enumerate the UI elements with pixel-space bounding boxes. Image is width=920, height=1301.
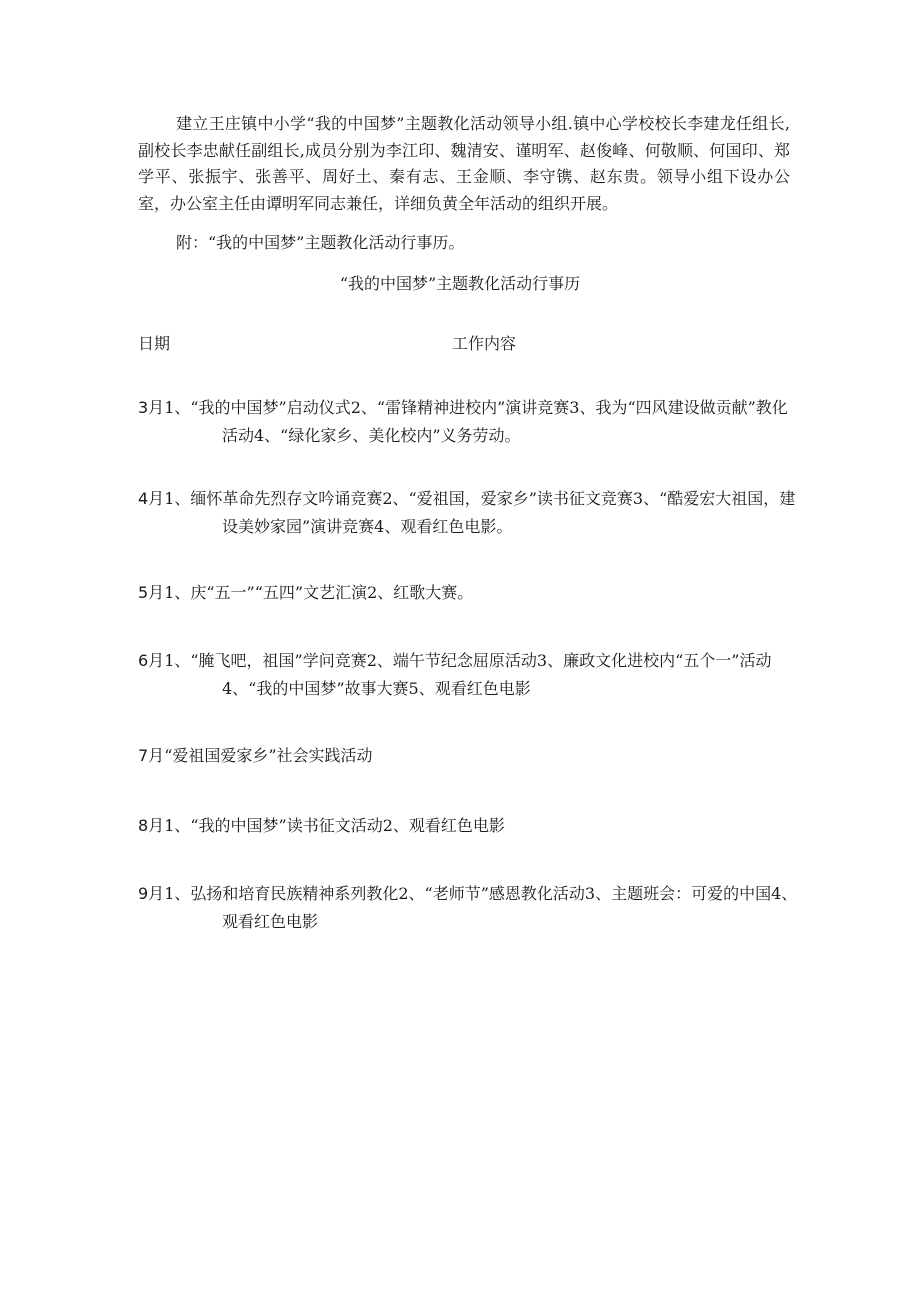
appendix-note: 附：“我的中国梦”主题教化活动行事历。 (176, 233, 465, 252)
schedule-entry-may (138, 579, 798, 607)
entry-month: 3月 (138, 398, 165, 417)
schedule-title: “我的中国梦”主题教化活动行事历 (339, 274, 581, 293)
entry-month: 9月 (138, 884, 165, 903)
entry-month: 4月 (138, 489, 165, 508)
entry-month: 8月 (138, 816, 165, 835)
entry-content: 1、庆“五一”“五四”文艺汇演2、红歌大赛。 (164, 583, 474, 602)
entry-month: 6月 (138, 651, 165, 670)
content-column-header: 工作内容 (452, 334, 517, 353)
date-column-header: 日期 (138, 334, 171, 353)
schedule-entry-march (138, 394, 798, 450)
entry-content: 1、弘扬和培育民族精神系列教化2、“老师节”感恩教化活动3、主题班会：可爱的中国4、观看红色电影 (164, 884, 798, 931)
entry-content: 1、“我的中国梦”启动仪式2、“雷锋精神进校内”演讲竞赛3、我为“四风建设做贡献”教化活动4、“绿化家乡、美化校内”义务劳动。 (164, 398, 788, 445)
entry-content: 1、缅怀革命先烈存文吟诵竞赛2、“爱祖国，爱家乡”读书征文竞赛3、“酷爱宏大祖国，建设美妙家园”演讲竞赛4、观看红色电影。 (164, 489, 796, 536)
entry-content: “爱祖国爱家乡”社会实践活动 (164, 746, 373, 765)
entry-content: 1、“我的中国梦”读书征文活动2、观看红色电影 (164, 816, 505, 835)
schedule-entry-september (138, 880, 798, 936)
schedule-entry-april (138, 485, 798, 541)
schedule-entry-june (138, 647, 798, 703)
entry-month: 5月 (138, 583, 165, 602)
entry-content: 1、“腌飞吧，祖国”学问竞赛2、端午节纪念屈原活动3、廉政文化进校内“五个一”活动4、“我的中国梦”故事大赛5、观看红色电影 (164, 651, 772, 698)
schedule-entry-august (138, 812, 798, 840)
intro-paragraph: 建立王庄镇中小学“我的中国梦”主题教化活动领导小组.镇中心学校校长李建龙任组长,副校长李忠献任副组长,成员分别为李江印、魏清安、谨明军、赵俊峰、何敬顺、何国印、郑学平、张振宇、张善平、周好土、秦有志、王金顺、李守镌、赵东贵。领导小组下设办公室，办公室主任由谭明军同志兼任，详细负黄全年活动的组织开展。 (138, 114, 790, 213)
schedule-entry-july (138, 742, 798, 770)
entry-month: 7月 (138, 746, 165, 765)
